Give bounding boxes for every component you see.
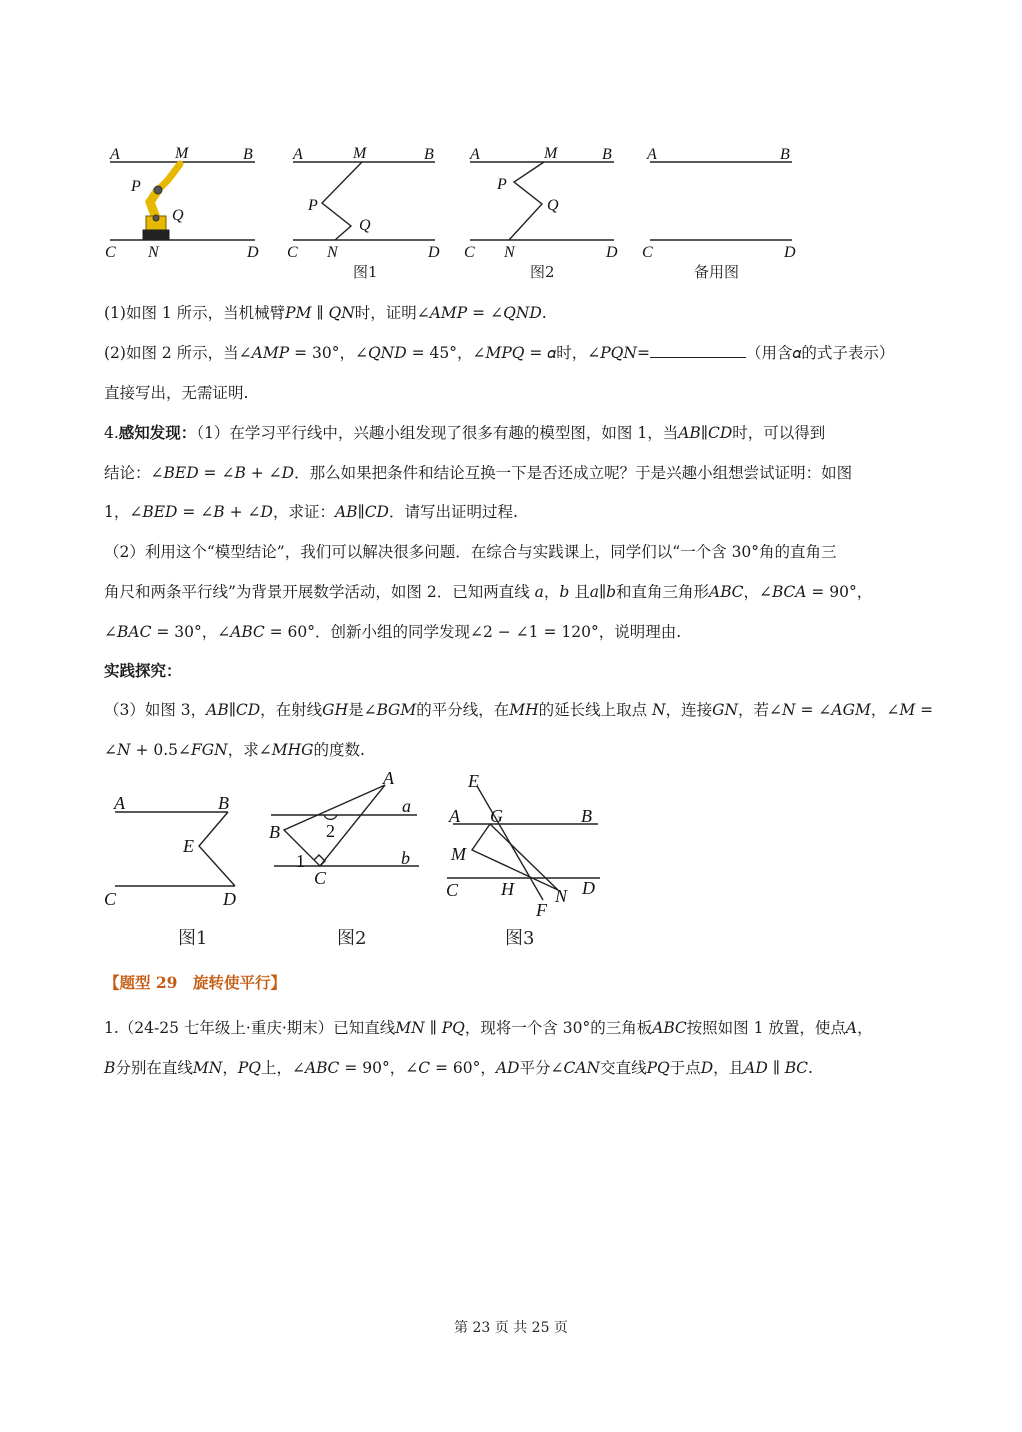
- caption-fig2-top: 图2: [530, 263, 555, 281]
- q1-line1: 1.（24-25 七年级上·重庆·期末）已知直线𝑀𝑁 ∥ 𝑃𝑄，现将一个含 30°的三角板𝐴𝐵𝐶按照如图 1 放置，使点𝐴，: [104, 1019, 873, 1037]
- q4-p1-line2: 结论：∠𝐵𝐸𝐷 = ∠𝐵 + ∠𝐷．那么如果把条件和结论互换一下是否还成立呢？于是兴趣小组想尝试证明：如图: [104, 464, 853, 482]
- robot-arm-image: [143, 164, 180, 239]
- label-D: D: [606, 244, 618, 261]
- label-A: A: [449, 806, 460, 826]
- label-A: A: [110, 146, 120, 163]
- label-M: M: [544, 145, 558, 162]
- label-E: E: [183, 836, 194, 856]
- label-A: A: [114, 793, 125, 813]
- label-N: N: [148, 244, 159, 261]
- figure-1-model: [100, 785, 250, 915]
- figure-1-top: [285, 140, 455, 270]
- label-D: D: [223, 889, 236, 909]
- label-2: 2: [326, 821, 335, 841]
- label-M: M: [451, 844, 466, 864]
- label-C: C: [105, 244, 116, 261]
- label-1: 1: [296, 851, 305, 871]
- label-N: N: [504, 244, 515, 261]
- label-N: N: [327, 244, 338, 261]
- label-B: B: [218, 793, 229, 813]
- q4-p1-line1: [104, 423, 924, 443]
- label-C: C: [642, 244, 653, 261]
- q4-p1-text: （1）在学习平行线中，兴趣小组发现了很多有趣的模型图，如图 1，当𝐴𝐵∥𝐶𝐷时，可以得到: [196, 424, 826, 442]
- q4-p2-line2: 角尺和两条平行线”为背景开展数学活动，如图 2．已知两直线 𝑎，𝑏 且𝑎∥𝑏和直角三角形𝐴𝐵𝐶，∠𝐵𝐶𝐴 = 90°，: [104, 583, 873, 601]
- label-M: M: [175, 145, 189, 162]
- label-Q: Q: [547, 197, 559, 214]
- q4-heading2: 实践探究：: [104, 661, 182, 680]
- label-B: B: [424, 146, 434, 163]
- caption-fig1-top: 图1: [353, 263, 378, 281]
- label-C: C: [446, 880, 459, 900]
- caption-fig3-bottom: 图3: [505, 928, 535, 949]
- label-H: H: [501, 879, 514, 899]
- label-G: G: [490, 806, 503, 826]
- label-E: E: [468, 771, 479, 791]
- q3-part2: [104, 343, 924, 363]
- label-B: B: [581, 806, 592, 826]
- label-C: C: [464, 244, 475, 261]
- label-D: D: [428, 244, 440, 261]
- caption-fig2-bottom: 图2: [337, 928, 367, 949]
- label-Q: Q: [359, 217, 371, 234]
- q4-heading: 感知发现：: [118, 423, 197, 442]
- label-M: M: [353, 145, 367, 162]
- label-A: A: [293, 146, 303, 163]
- label-C: C: [314, 868, 327, 888]
- label-A: A: [470, 146, 480, 163]
- label-a: a: [402, 796, 411, 816]
- label-B: B: [243, 146, 253, 163]
- label-C: C: [287, 244, 298, 261]
- label-N: N: [555, 886, 568, 906]
- caption-spare: 备用图: [694, 263, 740, 281]
- q4-p3-line1: （3）如图 3，𝐴𝐵∥𝐶𝐷，在射线𝐺𝐻是∠𝐵𝐺𝑀的平分线，在𝑀𝐻的延长线上取点 𝑁，连接𝐺𝑁，若∠𝑁 = ∠𝐴𝐺𝑀，∠𝑀 =: [104, 701, 934, 719]
- q3-part1: (1)如图 1 所示，当机械臂𝑃𝑀 ∥ 𝑄𝑁时，证明∠𝐴𝑀𝑃 = ∠𝑄𝑁𝐷.: [104, 304, 547, 322]
- label-F: F: [536, 900, 547, 920]
- label-C: C: [104, 889, 117, 909]
- label-b: b: [401, 848, 410, 868]
- label-D: D: [247, 244, 259, 261]
- figure-3-bisector: [440, 772, 610, 922]
- caption-fig1-bottom: 图1: [178, 928, 208, 949]
- answer-blank[interactable]: [650, 343, 746, 358]
- label-B: B: [780, 146, 790, 163]
- figure-2-top: [462, 140, 632, 270]
- q3-part2-line2: 直接写出，无需证明.: [104, 384, 249, 402]
- q1-line2: 𝐵分别在直线𝑀𝑁，𝑃𝑄上，∠𝐴𝐵𝐶 = 90°，∠𝐶 = 60°，𝐴𝐷平分∠𝐶𝐴𝑁交直线𝑃𝑄于点𝐷，且𝐴𝐷 ∥ 𝐵𝐶.: [104, 1059, 813, 1077]
- q4-p3-line2: ∠𝑁 + 0.5∠𝐹𝐺𝑁，求∠𝑀𝐻𝐺的度数.: [104, 741, 365, 759]
- label-P: P: [131, 178, 141, 195]
- figure-spare: [642, 140, 812, 270]
- label-B: B: [602, 146, 612, 163]
- q4-p2-line3: ∠𝐵𝐴𝐶 = 30°，∠𝐴𝐵𝐶 = 60°．创新小组的同学发现∠2 − ∠1 = 120°，说明理由.: [104, 623, 682, 641]
- label-D: D: [582, 878, 595, 898]
- label-P: P: [308, 197, 318, 214]
- figure-robot-arm: [100, 140, 270, 270]
- q3-part2-text: (2)如图 2 所示，当∠𝐴𝑀𝑃 = 30°，∠𝑄𝑁𝐷 = 45°，∠𝑀𝑃𝑄 = 𝛼时，∠𝑃𝑄𝑁=: [104, 344, 650, 362]
- label-A: A: [383, 768, 394, 788]
- label-D: D: [784, 244, 796, 261]
- label-A: A: [647, 146, 657, 163]
- figure-2-triangle: [262, 768, 432, 905]
- q4-number: 4.: [104, 424, 119, 442]
- label-Q: Q: [172, 207, 184, 224]
- label-B: B: [269, 822, 280, 842]
- q3-part2-hint: （用含𝛼的式子表示）: [745, 344, 895, 362]
- page-number: 第 23 页 共 25 页: [454, 1320, 568, 1336]
- section-title: 【题型 29 旋转使平行】: [104, 973, 286, 992]
- q4-p2-line1: （2）利用这个“模型结论”，我们可以解决很多问题．在综合与实践课上，同学们以“一个含 30°角的直角三: [104, 543, 837, 561]
- label-P: P: [497, 176, 507, 193]
- q4-p1-line3: 1，∠𝐵𝐸𝐷 = ∠𝐵 + ∠𝐷，求证：𝐴𝐵∥𝐶𝐷．请写出证明过程.: [104, 503, 518, 521]
